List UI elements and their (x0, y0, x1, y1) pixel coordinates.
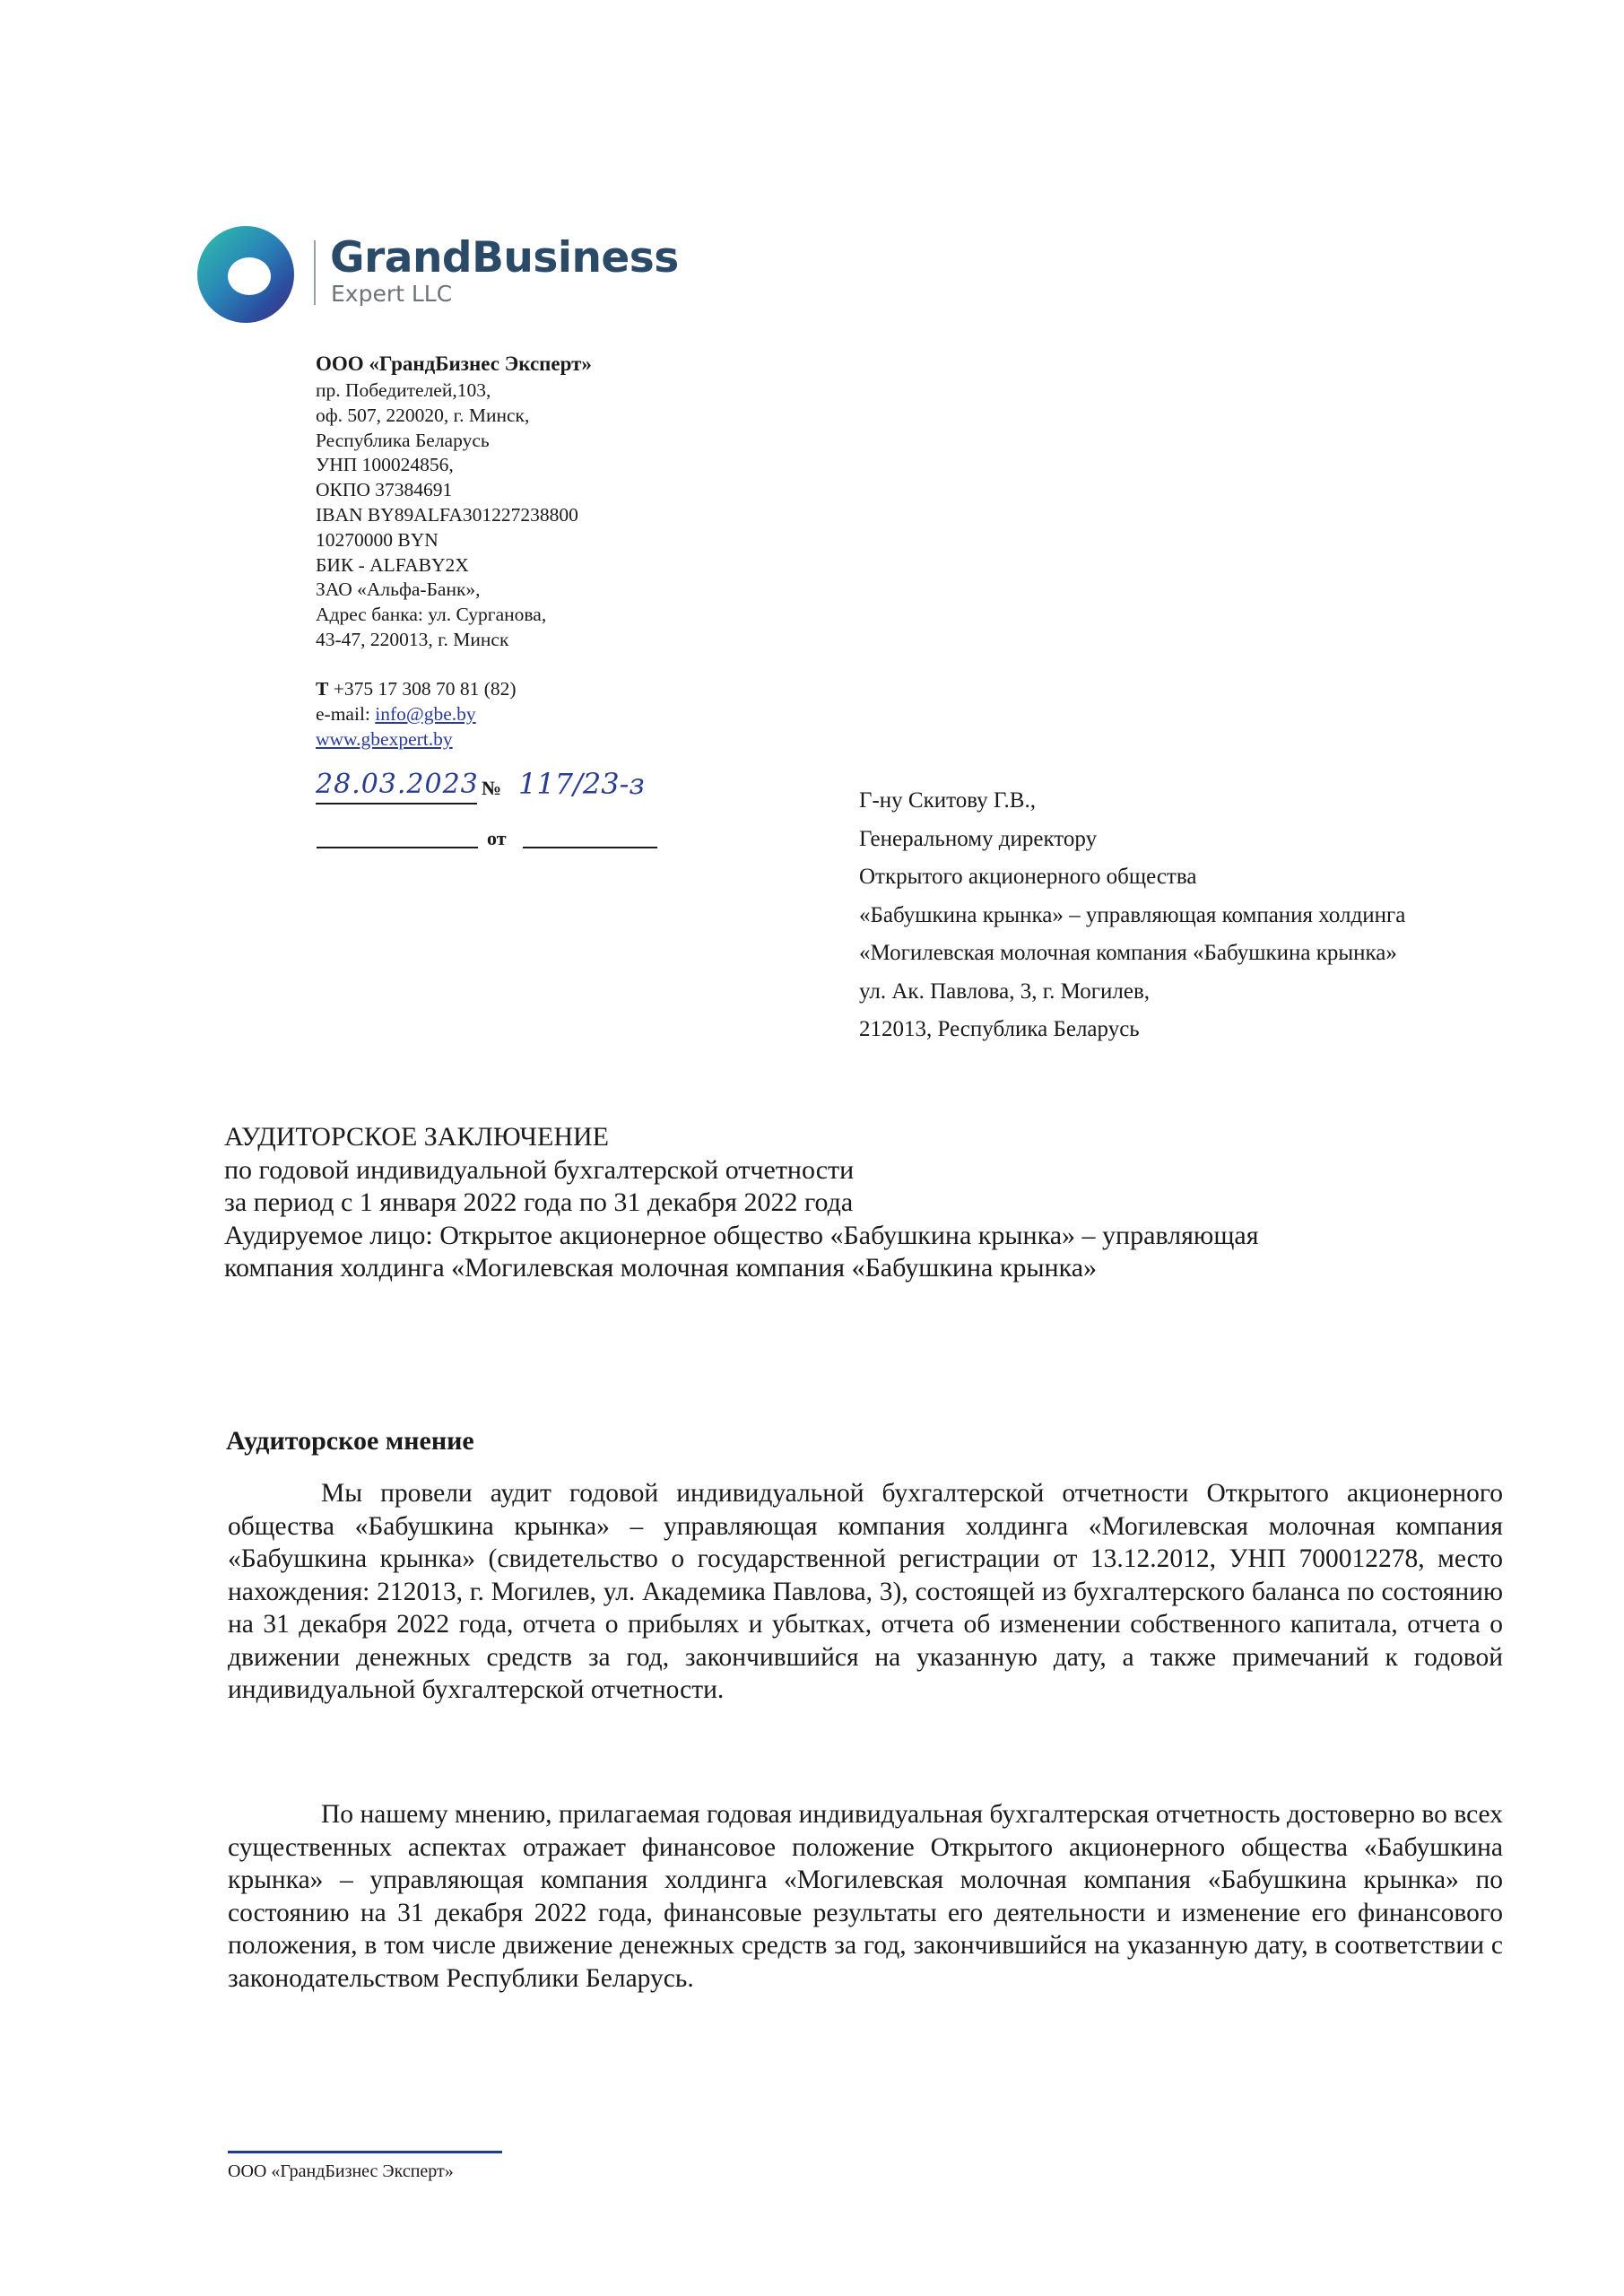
title-line: за период с 1 января 2022 года по 31 декабря 2022 года (224, 1187, 854, 1217)
sender-address-line: ОКПО 37384691 (316, 479, 453, 501)
date-underline (316, 803, 477, 804)
phone-number: +375 17 308 70 81 (82) (333, 678, 517, 700)
sender-address-line: Республика Беларусь (316, 429, 490, 451)
addressee-block (859, 782, 1405, 1049)
title-line: компания холдинга «Могилевская молочная компания «Бабушкина крынка» (224, 1253, 1098, 1283)
addressee-line: Г-ну Скитову Г.В., (859, 788, 1036, 813)
paragraph-text: Мы провели аудит годовой индивидуальной бухгалтерской отчетности Открытого акционерного общества «Бабушкина крынка» – управляющая компания холдинга «Могилевская молочная компания «Бабушкина крынка» (свидетельство о государственной регистрации от 13.12.2012, УНП 700012278, место нахождения: 212013, г. Могилев, ул. Академика Павлова, 3), состоящей из бухгалтерского баланса по состоянию на 31 декабря 2022 года, отчета о прибылях и убытках, отчета об изменении собственного капитала, отчета о движении денежных средств за год, закончившийся на указанную дату, а также примечаний к годовой индивидуальной бухгалтерской отчетности. (228, 1479, 1503, 1704)
addressee-line: 212013, Республика Беларусь (859, 1017, 1140, 1041)
phone-line (316, 677, 517, 702)
email-label: e-mail: (316, 702, 370, 725)
footer-rule (228, 2151, 502, 2153)
sender-details (316, 350, 782, 653)
website-line (316, 727, 517, 752)
sender-address-line: БИК - ALFABY2X (316, 553, 469, 576)
addressee-line: «Могилевская молочная компания «Бабушкина крынка» (859, 941, 1397, 965)
sender-address-line: IBAN BY89ALFA301227238800 (316, 503, 578, 526)
number-label: № (482, 777, 502, 799)
opinion-paragraph (228, 1798, 1503, 1995)
footer-company: ООО «ГрандБизнес Эксперт» (228, 2161, 454, 2181)
sender-address-line: пр. Победителей,103, (316, 379, 491, 401)
paragraph-text: По нашему мнению, прилагаемая годовая индивидуальная бухгалтерская отчетность достоверно во всех существенных аспектах отражает финансовое положение Открытого акционерного общества «Бабушкина крынка» – управляющая компания холдинга «Могилевская молочная компания «Бабушкина крынка» по состоянию на 31 декабря 2022 года, финансовые результаты его деятельности и изменение его финансового положения, в том числе движение денежных средств за год, закончившийся на указанную дату, в соответствии с законодательством Республики Беларусь. (228, 1800, 1503, 1993)
document-title (224, 1121, 1259, 1285)
handwritten-number: 117/23-з (518, 767, 645, 801)
logo-wordmark: GrandBusiness (330, 233, 679, 283)
opinion-paragraph (228, 1477, 1503, 1707)
blank-underline (523, 847, 657, 848)
sender-address-line: 43-47, 220013, г. Минск (316, 628, 509, 650)
sender-address-line: ЗАО «Альфа-Банк», (316, 578, 481, 601)
addressee-line: ул. Ак. Павлова, 3, г. Могилев, (859, 978, 1151, 1004)
title-line: по годовой индивидуальной бухгалтерской отчетности (224, 1154, 855, 1185)
title-line: Аудируемое лицо: Открытое акционерное общество «Бабушкина крынка» – управляющая (224, 1220, 1259, 1250)
handwritten-date: 28.03.2023 (316, 769, 479, 800)
sender-contacts (316, 677, 517, 752)
title-line: АУДИТОРСКОЕ ЗАКЛЮЧЕНИЕ (224, 1122, 609, 1152)
phone-label: Т (316, 678, 329, 700)
from-label: от (487, 827, 507, 849)
logo-subtitle: Expert LLC (331, 281, 453, 307)
addressee-line: «Бабушкина крынка» – управляющая компания холдинга (859, 902, 1406, 927)
sender-address-line: УНП 100024856, (316, 454, 454, 476)
sender-company: ООО «ГрандБизнес Эксперт» (316, 352, 592, 375)
sender-address-line: оф. 507, 220020, г. Минск, (316, 404, 530, 426)
ring-logo-icon (195, 224, 296, 325)
blank-underline (317, 847, 478, 848)
section-heading: Аудиторское мнение (226, 1426, 474, 1456)
sender-address-line: Адрес банка: ул. Сурганова, (316, 604, 547, 626)
logo-divider (314, 240, 316, 305)
email-link[interactable]: info@gbe.by (375, 702, 476, 725)
addressee-line: Генеральному директору (859, 826, 1098, 851)
email-line (316, 702, 517, 727)
addressee-line: Открытого акционерного общества (859, 865, 1197, 889)
website-link[interactable]: www.gbexpert.by (316, 727, 453, 750)
sender-address-line: 10270000 BYN (316, 528, 439, 551)
